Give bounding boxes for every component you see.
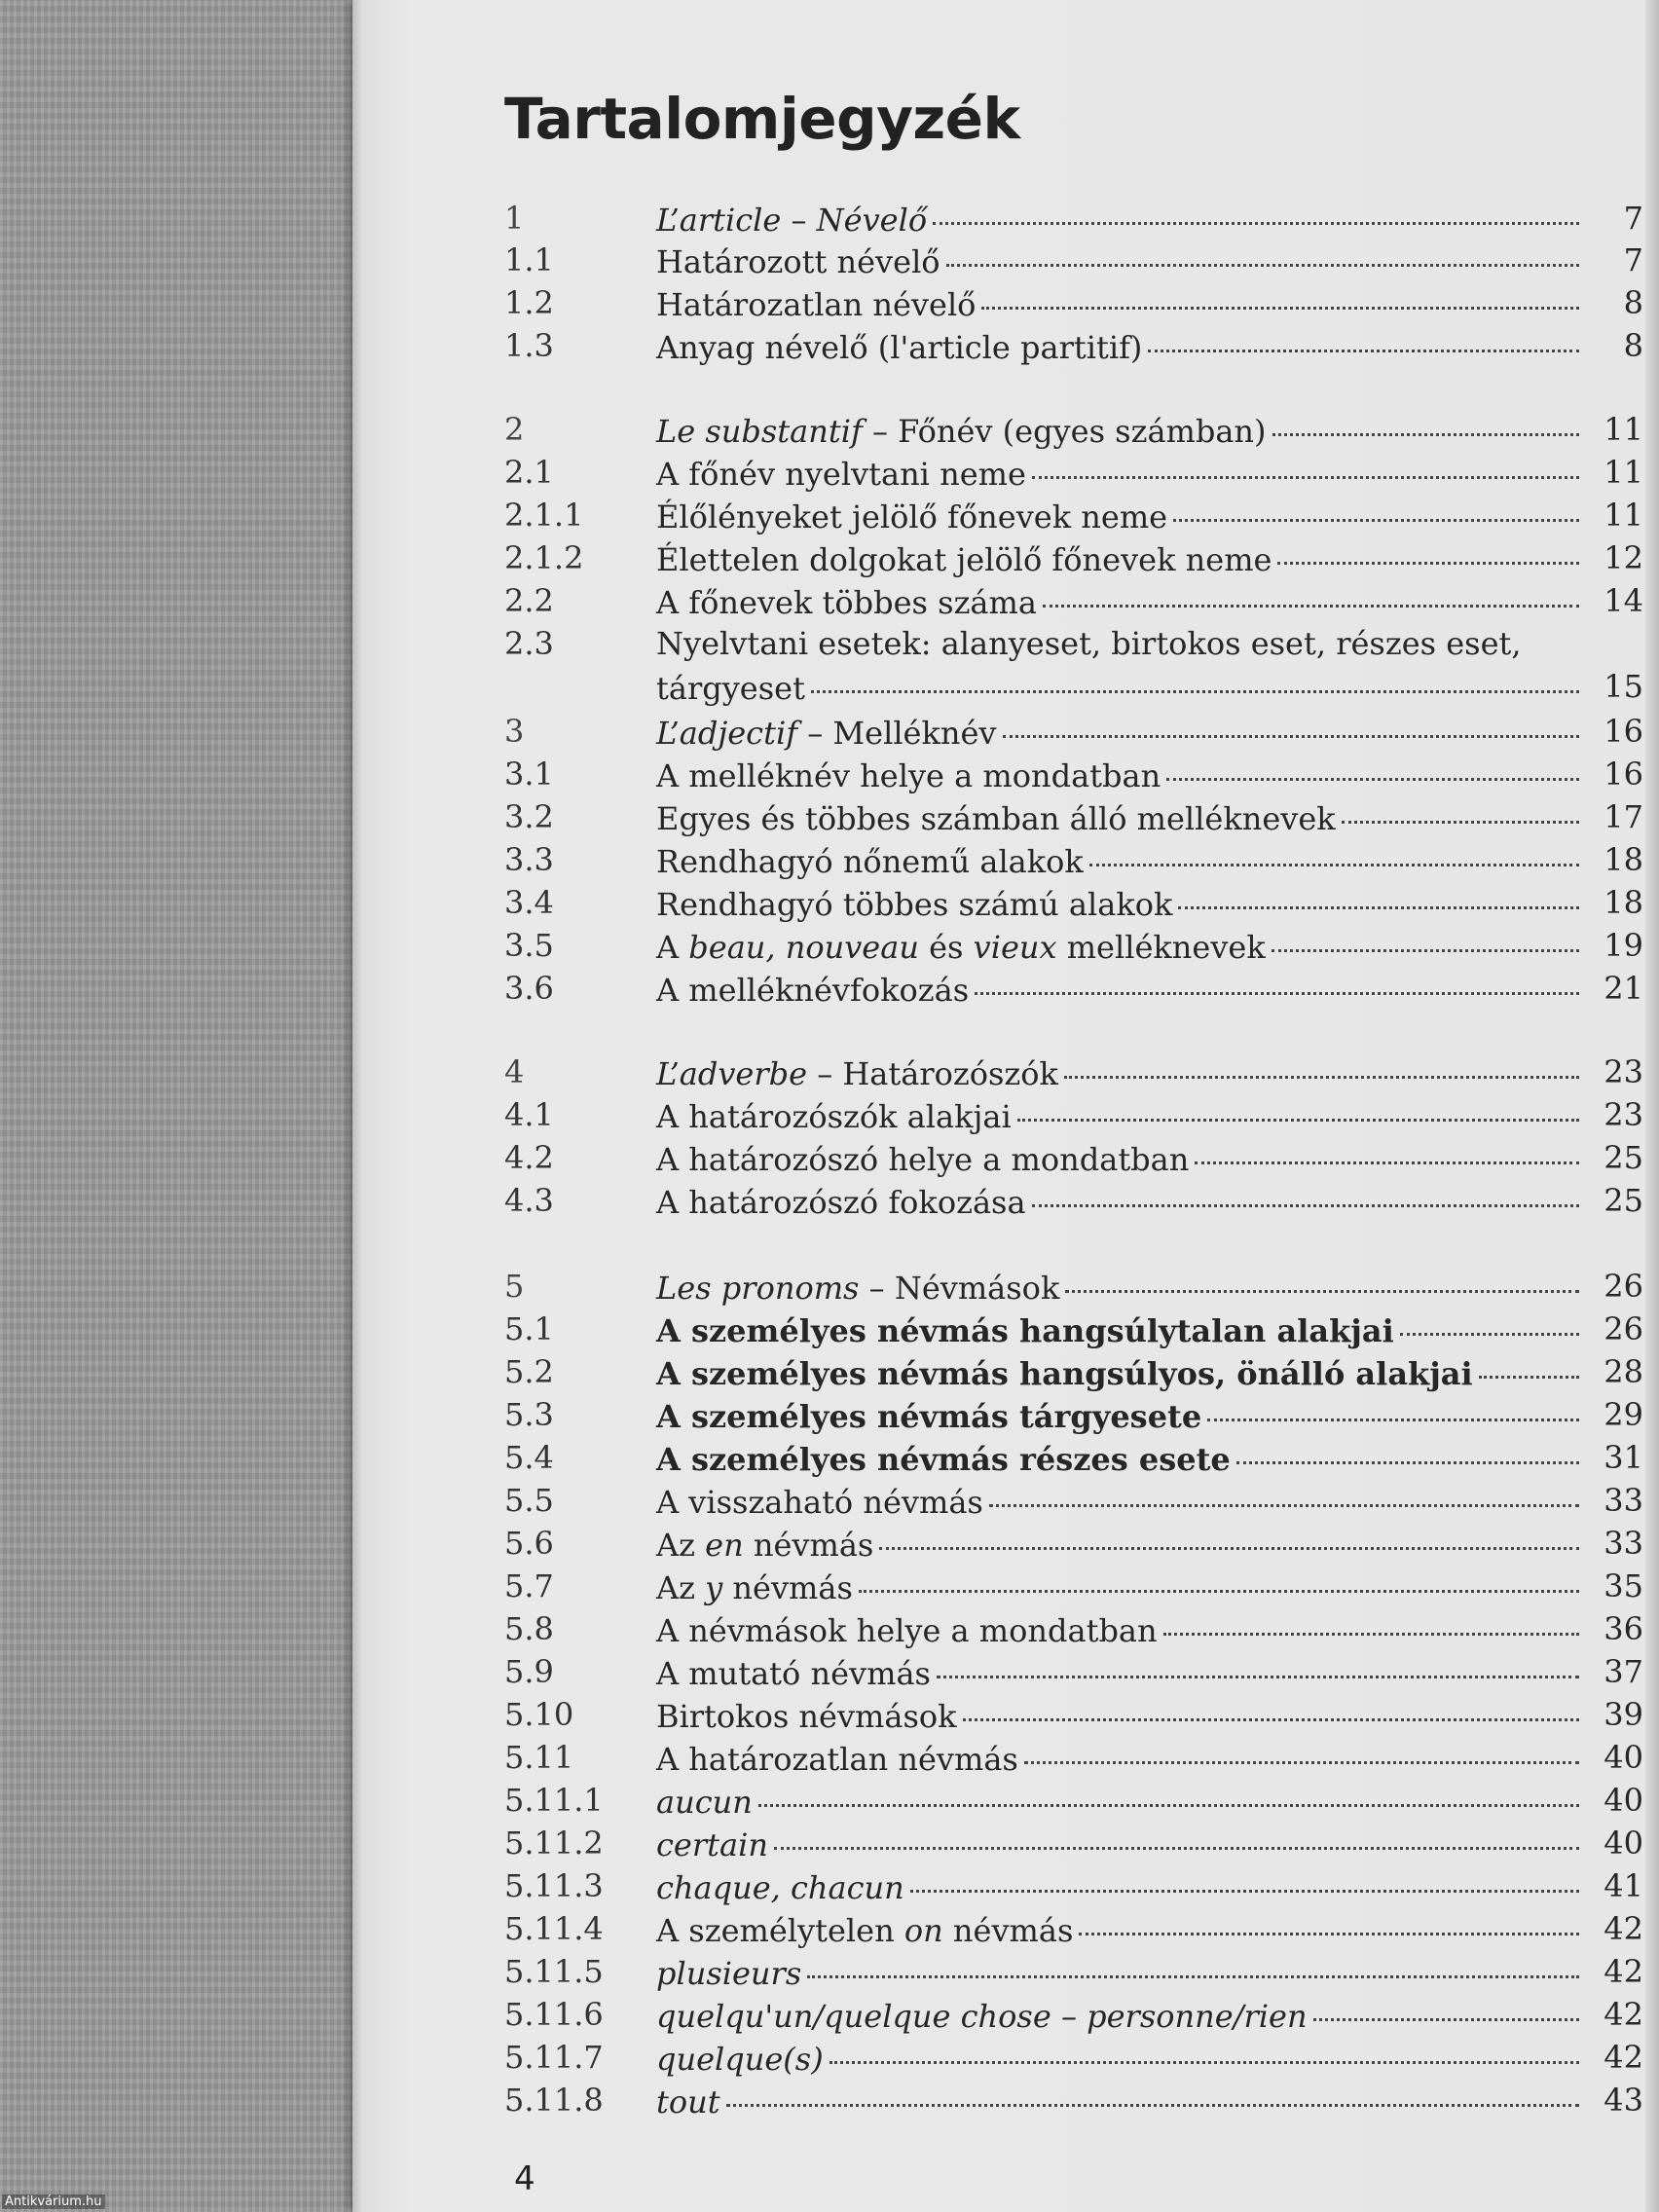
toc-entry-main bbox=[656, 841, 1585, 880]
toc-entry-number: 5.4 bbox=[504, 1439, 554, 1476]
dot-leader bbox=[1064, 1048, 1579, 1079]
dot-leader bbox=[1017, 1090, 1579, 1122]
toc-entry-number: 1.2 bbox=[504, 284, 554, 321]
toc-entry-number: 5.11.8 bbox=[504, 2082, 604, 2119]
toc-entry-main bbox=[656, 1653, 1585, 1692]
toc-entry-page: 35 bbox=[1604, 1567, 1643, 1604]
toc-entry-main bbox=[656, 1053, 1585, 1092]
toc-entry-main bbox=[656, 1396, 1585, 1435]
toc-entry-title bbox=[656, 1569, 853, 1606]
toc-entry-number: 5.8 bbox=[504, 1610, 554, 1647]
toc-entry-main bbox=[656, 1567, 1585, 1606]
toc-entry-title-part: Le substantif bbox=[656, 412, 863, 450]
dot-leader bbox=[811, 662, 1579, 693]
toc-entry-number: 2.2 bbox=[504, 582, 554, 619]
toc-entry-title bbox=[656, 972, 969, 1009]
toc-entry-main bbox=[656, 884, 1585, 923]
toc-entry-page: 33 bbox=[1604, 1525, 1643, 1562]
toc-entry-main bbox=[656, 497, 1585, 535]
toc-entry-title bbox=[656, 715, 997, 752]
toc-entry-title-part: A mutató névmás bbox=[656, 1654, 931, 1692]
toc-entry-page: 41 bbox=[1604, 1867, 1643, 1904]
toc-entry-page: 40 bbox=[1604, 1782, 1643, 1819]
dot-leader bbox=[1272, 405, 1579, 436]
toc-entry-number: 2.3 bbox=[504, 625, 554, 662]
toc-entry-title-part: L’article bbox=[656, 201, 782, 239]
toc-entry-title-part: A határozószó helye a mondatban bbox=[656, 1140, 1190, 1178]
toc-entry-main bbox=[656, 1782, 1585, 1821]
dot-leader bbox=[989, 1476, 1579, 1507]
dot-leader bbox=[1166, 750, 1579, 781]
toc-entry-title-part: on bbox=[903, 1911, 943, 1949]
toc-entry-title bbox=[656, 1955, 801, 1992]
toc-entry-main bbox=[656, 1825, 1585, 1863]
toc-entry-page: 21 bbox=[1604, 970, 1643, 1007]
toc-entry-main bbox=[656, 454, 1585, 493]
toc-entry-title-part: L’adjectif bbox=[656, 714, 798, 752]
toc-entry-page: 15 bbox=[1604, 668, 1643, 705]
toc-entry-title bbox=[656, 1741, 1018, 1778]
toc-entry-title bbox=[656, 1912, 1073, 1949]
toc-entry-title-part: A személytelen bbox=[656, 1911, 904, 1949]
dot-leader bbox=[933, 194, 1579, 225]
dot-leader bbox=[830, 2033, 1579, 2064]
toc-entry-title-part: Határozott névelő bbox=[656, 242, 940, 280]
toc-entry-title-part: Élőlényeket jelölő főnevek neme bbox=[656, 498, 1168, 535]
toc-entry-page: 26 bbox=[1604, 1310, 1643, 1347]
toc-entry-page: 7 bbox=[1623, 200, 1643, 237]
toc-entry-page: 43 bbox=[1604, 2082, 1643, 2119]
toc-entry bbox=[504, 2082, 1643, 2124]
toc-entry-title-part: Az bbox=[656, 1526, 706, 1564]
dot-leader bbox=[1032, 1176, 1579, 1207]
toc-entry-page: 33 bbox=[1604, 1482, 1643, 1519]
toc-entry-number: 1.1 bbox=[504, 241, 554, 278]
toc-entry-number: 5.7 bbox=[504, 1567, 554, 1604]
dot-leader bbox=[1277, 534, 1579, 565]
toc-entry-page: 18 bbox=[1604, 841, 1643, 878]
toc-entry-number: 3.5 bbox=[504, 927, 554, 964]
toc-entry-title bbox=[656, 2041, 824, 2078]
dot-leader bbox=[1400, 1305, 1579, 1336]
toc-entry-main bbox=[656, 1867, 1585, 1906]
toc-entry-title bbox=[656, 413, 1267, 450]
toc-entry-page: 12 bbox=[1604, 539, 1643, 576]
toc-entry-title bbox=[656, 800, 1336, 837]
toc-entry-number: 3.2 bbox=[504, 798, 554, 835]
toc-entry-number: 5.9 bbox=[504, 1653, 554, 1690]
dot-leader bbox=[1065, 1262, 1579, 1293]
toc-entry-page: 16 bbox=[1604, 756, 1643, 793]
page-number: 4 bbox=[514, 2159, 535, 2198]
toc-entry-main bbox=[656, 1268, 1585, 1307]
toc-entry-main bbox=[656, 1910, 1585, 1949]
toc-entry-title bbox=[656, 1527, 873, 1564]
dot-leader bbox=[1032, 448, 1579, 479]
toc-entry-number: 1 bbox=[504, 200, 525, 237]
toc-entry-title-part: névmás bbox=[942, 1911, 1074, 1949]
toc-entry-title-part: quelqu'un/quelque chose – personne/rien bbox=[656, 1997, 1308, 2035]
toc-entry bbox=[504, 582, 1643, 625]
toc-entry-title bbox=[656, 243, 940, 280]
toc-entry-page: 11 bbox=[1604, 411, 1643, 448]
toc-entry-title-part: Névelő bbox=[816, 201, 928, 239]
toc-entry-number: 5 bbox=[504, 1268, 525, 1305]
toc-entry-main bbox=[656, 1096, 1585, 1135]
dot-leader bbox=[1173, 491, 1579, 522]
toc-entry-page: 40 bbox=[1604, 1825, 1643, 1862]
toc-entry-title-part: A főnév nyelvtani neme bbox=[656, 455, 1026, 493]
toc-entry-title-part: A határozószók alakjai bbox=[656, 1097, 1012, 1135]
dot-leader bbox=[1313, 1990, 1579, 2021]
toc-entry-title-part: A személyes névmás tárgyesete bbox=[656, 1397, 1202, 1435]
toc-entry-title bbox=[656, 843, 1084, 880]
toc-entry-number: 5.2 bbox=[504, 1353, 554, 1390]
toc-entry-page: 17 bbox=[1604, 798, 1643, 835]
toc-entry-title-part: A főnevek többes száma bbox=[656, 583, 1037, 621]
toc-entry-title bbox=[656, 1826, 768, 1863]
toc-entry bbox=[504, 970, 1643, 1013]
toc-entry-main bbox=[656, 1353, 1585, 1392]
toc-entry-title-part: A melléknévfokozás bbox=[656, 971, 970, 1009]
toc-entry-title bbox=[656, 1441, 1231, 1478]
toc-entry-main bbox=[656, 200, 1585, 239]
toc-entry-title-part: chaque, chacun bbox=[656, 1868, 904, 1906]
toc-entry-title-part: beau, nouveau bbox=[688, 928, 919, 966]
toc-entry-title bbox=[656, 498, 1167, 535]
toc-entry-page: 29 bbox=[1604, 1396, 1643, 1433]
toc-entry-title-part: L’adverbe bbox=[656, 1054, 808, 1092]
toc-entry-title-part: A személyes névmás hangsúlytalan alakjai bbox=[656, 1311, 1394, 1349]
toc-entry-number: 4 bbox=[504, 1053, 525, 1090]
dot-leader bbox=[1236, 1433, 1579, 1464]
toc-entry-title-part: – Melléknév bbox=[797, 714, 997, 752]
dot-leader bbox=[1272, 921, 1579, 952]
toc-entry-page: 42 bbox=[1604, 1996, 1643, 2033]
toc-entry-page: 42 bbox=[1604, 2039, 1643, 2076]
toc-entry-title-part: vieux bbox=[973, 928, 1057, 966]
toc-entry-main bbox=[656, 798, 1585, 837]
toc-entry-title bbox=[656, 1612, 1158, 1649]
dot-leader bbox=[859, 1562, 1579, 1593]
toc-entry-page: 31 bbox=[1604, 1439, 1643, 1476]
toc-entry-title-part: névmás bbox=[743, 1526, 874, 1564]
toc-entry-title-part: en bbox=[705, 1526, 744, 1564]
toc-entry-title bbox=[656, 1270, 1059, 1307]
toc-entry-page: 7 bbox=[1623, 241, 1643, 278]
toc-entry-number: 5.11.4 bbox=[504, 1910, 604, 1947]
toc-entry-number: 5.11.7 bbox=[504, 2039, 604, 2076]
dot-leader bbox=[1003, 707, 1580, 738]
toc-entry-title bbox=[656, 1484, 983, 1521]
toc-entry-main bbox=[656, 1482, 1585, 1521]
toc-entry-title bbox=[656, 1312, 1394, 1349]
toc-entry-title bbox=[656, 1098, 1012, 1135]
toc-entry-page: 42 bbox=[1604, 1953, 1643, 1990]
toc-entry-title-part: Birtokos névmások bbox=[656, 1697, 957, 1735]
toc-entry-number: 5.3 bbox=[504, 1396, 554, 1433]
toc-entry-main bbox=[656, 756, 1585, 794]
toc-entry-main bbox=[656, 1310, 1585, 1349]
toc-entry-title-part: Határozatlan névelő bbox=[656, 285, 977, 323]
toc-entry-title bbox=[656, 1784, 753, 1821]
toc-entry-title bbox=[656, 1398, 1201, 1435]
toc-entry-number: 5.11.5 bbox=[504, 1953, 604, 1990]
toc-entry-number: 2.1.1 bbox=[504, 497, 584, 534]
toc-entry-page: 23 bbox=[1604, 1096, 1643, 1133]
toc-entry-page: 37 bbox=[1604, 1653, 1643, 1690]
toc-entry-title-part: A melléknév helye a mondatban bbox=[656, 756, 1161, 794]
toc-entry-main bbox=[656, 1610, 1585, 1649]
toc-entry-main bbox=[656, 1439, 1585, 1478]
toc-entry-number: 2 bbox=[504, 411, 525, 448]
toc-entry-title-part: A névmások helye a mondatban bbox=[656, 1611, 1158, 1649]
dot-leader bbox=[1342, 793, 1579, 824]
toc-entry-page: 16 bbox=[1604, 713, 1643, 750]
toc-entry-title-part: Rendhagyó nőnemű alakok bbox=[656, 842, 1084, 880]
toc-entry-main bbox=[656, 927, 1585, 966]
toc-entry-number: 5.11.6 bbox=[504, 1996, 604, 2033]
toc-entry-title-part: Az bbox=[656, 1568, 706, 1606]
toc-entry bbox=[504, 1182, 1643, 1225]
dot-leader bbox=[1089, 835, 1579, 866]
toc-entry-page: 11 bbox=[1604, 454, 1643, 491]
dot-leader bbox=[1079, 1904, 1579, 1936]
toc-entry-page: 8 bbox=[1623, 284, 1643, 321]
toc-entry-page: 36 bbox=[1604, 1610, 1643, 1647]
toc-entry-page: 26 bbox=[1604, 1268, 1643, 1305]
toc-entry-number: 5.10 bbox=[504, 1696, 574, 1733]
toc-entry-title-part: A határozatlan névmás bbox=[656, 1740, 1018, 1778]
toc-entry-main bbox=[656, 539, 1585, 578]
toc-entry-number: 3.4 bbox=[504, 884, 554, 921]
toc-entry-title-part: – Főnév (egyes számban) bbox=[862, 412, 1267, 450]
toc-entry-title bbox=[656, 1998, 1308, 2035]
toc-entry-main bbox=[656, 1139, 1585, 1178]
dot-leader bbox=[807, 1947, 1579, 1978]
toc-entry-title bbox=[656, 456, 1026, 493]
toc-entry-main bbox=[656, 582, 1585, 621]
toc-entry-title bbox=[656, 541, 1272, 578]
toc-entry-title bbox=[656, 757, 1161, 794]
toc-entry-number: 4.3 bbox=[504, 1182, 554, 1219]
toc-entry-title bbox=[656, 929, 1266, 966]
toc-entry-main bbox=[656, 2082, 1585, 2120]
toc-entry-number: 5.11.1 bbox=[504, 1782, 604, 1819]
dot-leader bbox=[879, 1519, 1579, 1550]
toc-entry-main bbox=[656, 411, 1585, 450]
toc-entry-number: 4.1 bbox=[504, 1096, 554, 1133]
dot-leader bbox=[758, 1776, 1579, 1807]
toc-entry-page: 39 bbox=[1604, 1696, 1643, 1733]
toc-entry-main bbox=[656, 668, 1585, 707]
toc-entry-title bbox=[656, 329, 1142, 366]
toc-entry-main bbox=[656, 1525, 1585, 1564]
toc-entry-main bbox=[656, 327, 1585, 366]
dot-leader bbox=[1195, 1133, 1579, 1164]
toc-entry-number: 2.1 bbox=[504, 454, 554, 491]
toc-entry-title bbox=[656, 1355, 1473, 1392]
toc-entry-page: 23 bbox=[1604, 1053, 1643, 1090]
toc-entry-title-part: quelque(s) bbox=[656, 2040, 824, 2078]
toc-entry-title bbox=[656, 1698, 957, 1735]
toc-entry-title: tárgyeset bbox=[656, 669, 805, 707]
toc-entry-number: 5.5 bbox=[504, 1482, 554, 1519]
toc-entry-main bbox=[656, 713, 1585, 752]
toc-entry-title bbox=[656, 886, 1172, 923]
toc-entry-page: 8 bbox=[1623, 327, 1643, 364]
toc-entry-title-part: plusieurs bbox=[656, 1954, 802, 1992]
toc-entry-title-part: – Névmások bbox=[859, 1269, 1060, 1307]
toc-entry-number: 5.11.3 bbox=[504, 1867, 604, 1904]
page-title: Tartalomjegyzék bbox=[504, 86, 1020, 152]
toc-entry-main bbox=[656, 970, 1585, 1009]
toc-entry-main bbox=[656, 284, 1585, 323]
toc-entry-title-part: tout bbox=[656, 2083, 720, 2120]
toc-entry-main bbox=[656, 1182, 1585, 1221]
toc-entry-number: 2.1.2 bbox=[504, 539, 584, 576]
dot-leader bbox=[975, 964, 1579, 995]
toc-entry-title bbox=[656, 202, 927, 239]
toc-entry-title-part: Rendhagyó többes számú alakok bbox=[656, 885, 1173, 923]
toc-entry-main bbox=[656, 1996, 1585, 2035]
toc-entry-title-part: és bbox=[918, 928, 974, 966]
dot-leader bbox=[1479, 1347, 1579, 1379]
toc-entry-main bbox=[656, 241, 1585, 280]
toc-entry-title-part: Anyag névelő (l'article partitif) bbox=[656, 328, 1143, 366]
toc-entry-number: 4.2 bbox=[504, 1139, 554, 1176]
dot-leader bbox=[910, 1862, 1579, 1893]
toc-entry-title bbox=[656, 1869, 904, 1906]
toc-entry-title bbox=[656, 2083, 720, 2120]
toc-entry-number: 5.11 bbox=[504, 1739, 574, 1776]
toc-entry-title-part: Nyelvtani esetek: alanyeset, birtokos eset, részes eset, bbox=[656, 625, 1522, 662]
toc-entry-page: 25 bbox=[1604, 1139, 1643, 1176]
toc-entry-title-part: – Határozószók bbox=[807, 1054, 1058, 1092]
toc-entry-main bbox=[656, 2039, 1585, 2078]
toc-entry-title-part: névmás bbox=[722, 1568, 853, 1606]
toc-entry-title bbox=[656, 1141, 1189, 1178]
toc-entry-title bbox=[656, 1184, 1026, 1221]
toc-entry-page: 19 bbox=[1604, 927, 1643, 964]
dot-leader bbox=[1043, 576, 1579, 608]
toc-entry-title bbox=[656, 1655, 931, 1692]
dot-leader bbox=[1178, 878, 1579, 909]
toc-entry-number: 3 bbox=[504, 713, 525, 750]
toc-entry-title-part: certain bbox=[656, 1825, 768, 1863]
toc-entry-page: 28 bbox=[1604, 1353, 1643, 1390]
toc-entry-title-part: Élettelen dolgokat jelölő főnevek neme bbox=[656, 540, 1272, 578]
toc-entry-number: 5.1 bbox=[504, 1310, 554, 1347]
dot-leader bbox=[981, 278, 1579, 310]
toc-entry-page: 25 bbox=[1604, 1182, 1643, 1219]
dot-leader bbox=[937, 1647, 1579, 1678]
toc-entry-main bbox=[656, 625, 1585, 662]
toc-entry-page: 18 bbox=[1604, 884, 1643, 921]
toc-entry bbox=[504, 327, 1643, 370]
dot-leader bbox=[1148, 321, 1579, 352]
toc-entry-page: 42 bbox=[1604, 1910, 1643, 1947]
toc-entry-title-part: A bbox=[656, 928, 689, 966]
toc-entry-title-part: A határozószó fokozása bbox=[656, 1183, 1026, 1221]
dot-leader bbox=[726, 2076, 1579, 2107]
dot-leader bbox=[946, 236, 1579, 267]
dot-leader bbox=[1024, 1733, 1579, 1764]
toc-entry-title-part: aucun bbox=[656, 1783, 753, 1821]
toc-entry-number: 5.11.2 bbox=[504, 1825, 604, 1862]
toc-entry-number: 3.6 bbox=[504, 970, 554, 1007]
toc-entry-number: 1.3 bbox=[504, 327, 554, 364]
toc-entry-title-part: melléknevek bbox=[1056, 928, 1266, 966]
dot-leader bbox=[1163, 1604, 1579, 1636]
toc-entry-main bbox=[656, 1739, 1585, 1778]
dot-leader bbox=[963, 1690, 1579, 1721]
toc-entry-main bbox=[656, 1696, 1585, 1735]
dot-leader bbox=[1207, 1390, 1579, 1421]
toc-entry-continuation bbox=[504, 668, 1643, 711]
toc-entry-title bbox=[656, 584, 1037, 621]
toc-entry-title-part: A visszaható névmás bbox=[656, 1483, 983, 1521]
toc-entry-title bbox=[656, 286, 976, 323]
toc-entry-title-part: Egyes és többes számban álló melléknevek bbox=[656, 799, 1336, 837]
toc-entry-page: 11 bbox=[1604, 497, 1643, 534]
watermark: Antikvárium.hu bbox=[2, 2194, 105, 2209]
dot-leader bbox=[774, 1819, 1579, 1850]
toc-entry bbox=[504, 1310, 1643, 1353]
toc-entry-title-part: – bbox=[781, 201, 817, 239]
toc-entry-page: 14 bbox=[1604, 582, 1643, 619]
toc-entry-page: 40 bbox=[1604, 1739, 1643, 1776]
toc-entry-title bbox=[656, 625, 1522, 662]
toc-entry-title-part: A személyes névmás hangsúlyos, önálló alakjai bbox=[656, 1354, 1473, 1392]
toc-entry-number: 3.1 bbox=[504, 756, 554, 793]
toc-entry-title-part: A személyes névmás részes esete bbox=[656, 1440, 1231, 1478]
toc-entry-title-part: y bbox=[705, 1568, 723, 1606]
toc-entry-title bbox=[656, 1055, 1058, 1092]
toc-entry-main bbox=[656, 1953, 1585, 1992]
toc-entry-number: 5.6 bbox=[504, 1525, 554, 1562]
toc-entry-title-part: Les pronoms bbox=[656, 1269, 860, 1307]
toc-entry-number: 3.3 bbox=[504, 841, 554, 878]
